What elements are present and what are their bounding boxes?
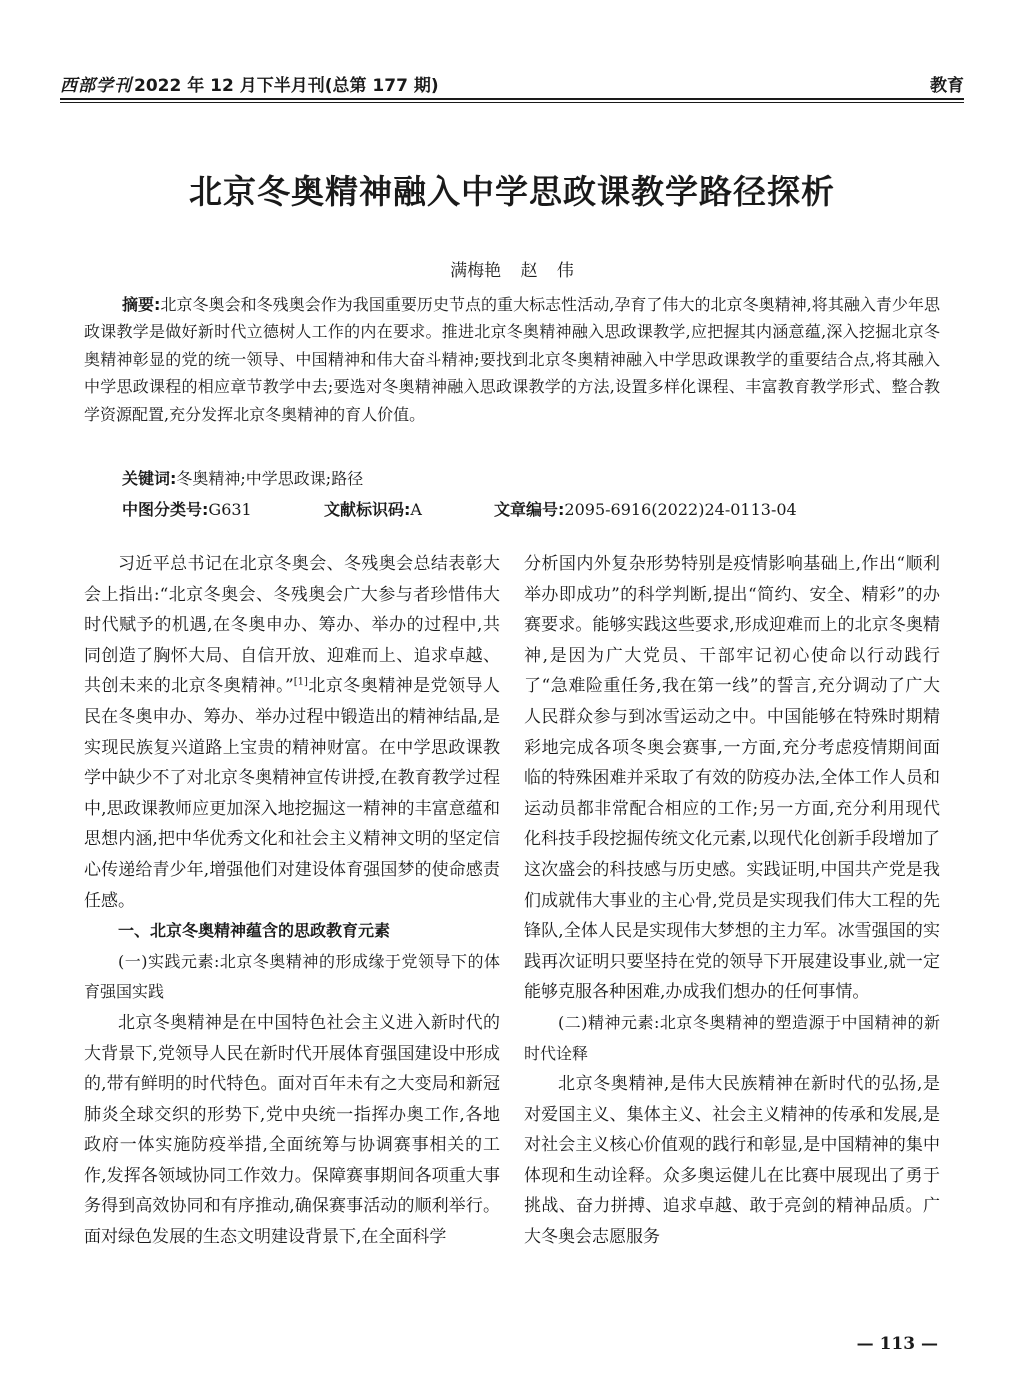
document-code: 文献标识码:A [324,500,422,519]
keywords-label: 关键词: [122,469,177,488]
keywords-text: 冬奥精神;中学思政课;路径 [176,469,364,488]
abstract-text: 北京冬奥会和冬残奥会作为我国重要历史节点的重大标志性活动,孕育了伟大的北京冬奥精神,将其融入青少年思政课教学是做好新时代立德树人工作的内在要求。推进北京冬奥精神融入思政课教学,应把握其内涵意蕴,深入挖掘北京冬奥精神彰显的党的统一领导、中国精神和伟大奋斗精神;要找到北京冬奥精神融入中学思政课教学的重要结合点,将其融入中学思政课程的相应章节教学中去;要选对冬奥精神融入思政课教学的方法,设置多样化课程、丰富教育教学形式、整合教学资源配置,充分发挥北京冬奥精神的育人价值。 [84,295,940,424]
header-rule [60,98,964,100]
subsection-heading-2: (二)精神元素:北京冬奥精神的塑造源于中国精神的新时代诠释 [524,1012,940,1063]
citation-ref: [1] [293,676,308,688]
abstract [84,291,940,428]
journal-issue [60,71,439,96]
right-column [524,549,940,1253]
keywords [122,466,363,489]
section-heading-1: 一、北京冬奥精神蕴含的思政教育元素 [118,921,391,941]
body-paragraph: 北京冬奥精神,是伟大民族精神在新时代的弘扬,是对爱国主义、集体主义、社会主义精神的传承和发展,是对社会主义核心价值观的践行和彰显,是中国精神的集中体现和生动诠释。众多奥运健儿在比赛中展现出了勇于挑战、奋力拼搏、追求卓越、敢于亮剑的精神品质。广大冬奥会志愿服务 [524,1074,940,1248]
intro-paragraph: 习近平总书记在北京冬奥会、冬残奥会总结表彰大会上指出:“北京冬奥会、冬残奥会广大参与者珍惜伟大时代赋予的机遇,在冬奥申办、筹办、举办的过程中,共同创造了胸怀大局、自信开放、迎难而上、追求卓越、共创未来的北京冬奥精神。”[1]北京冬奥精神是党领导人民在冬奥申办、筹办、举办过程中锻造出的精神结晶,是实现民族复兴道路上宝贵的精神财富。在中学思政课教学中缺少不了对北京冬奥精神宣传讲授,在教育教学过程中,思政课教师应更加深入地挖掘这一精神的丰富意蕴和思想内涵,把中华优秀文化和社会主义精神文明的坚定信心传递给青少年,增强他们对建设体育强国梦的使命感责任感。 [84,554,500,911]
article-title: 北京冬奥精神融入中学思政课教学路径探析 [189,172,835,211]
page-number: — 113 — [856,1334,938,1354]
subsection-heading-1: (一)实践元素:北京冬奥精神的形成缘于党领导下的体育强国实践 [84,951,500,1002]
journal-brand: 西部学刊 [60,76,132,96]
section-name: 教育 [930,76,964,96]
body-paragraph: 分析国内外复杂形势特别是疫情影响基础上,作出“顺利举办即成功”的科学判断,提出“简约、安全、精彩”的办赛要求。能够实践这些要求,形成迎难而上的北京冬奥精神,是因为广大党员、干部牢记初心使命以行动践行了“急难险重任务,我在第一线”的誓言,充分调动了广大人民群众参与到冰雪运动之中。中国能够在特殊时期精彩地完成各项冬奥会赛事,一方面,充分考虑疫情期间面临的特殊困难并采取了有效的防疫办法,全体工作人员和运动员都非常配合相应的工作;另一方面,充分利用现代化科技手段挖掘传统文化元素,以现代化创新手段增加了这次盛会的科技感与历史感。实践证明,中国共产党是我们成就伟大事业的主心骨,党员是实现我们伟大工程的先锋队,全体人民是实现伟大梦想的主力军。冰雪强国的实践再次证明只要坚持在党的领导下开展建设事业,就一定能够克服各种困难,办成我们想办的任何事情。 [524,554,940,1003]
header-rule-thin [60,102,964,103]
running-header [60,66,964,96]
body-paragraph: 北京冬奥精神是在中国特色社会主义进入新时代的大背景下,党领导人民在新时代开展体育强国建设中形成的,带有鲜明的时代特色。面对百年未有之大变局和新冠肺炎全球交织的形势下,党中央统一指挥办奥工作,各地政府一体实施防疫举措,全面统筹与协调赛事相关的工作,发挥各领域协同工作效力。保障赛事期间各项重大事务得到高效协同和有序推动,确保赛事活动的顺利举行。面对绿色发展的生态文明建设背景下,在全面科学 [84,1012,500,1248]
abstract-label: 摘要: [122,295,161,314]
authors: 满梅艳 赵 伟 [450,261,574,281]
left-column [84,549,500,1253]
issue-info: 2022 年 12 月下半月刊(总第 177 期) [134,76,439,96]
article-number: 文章编号:2095-6916(2022)24-0113-04 [494,500,797,519]
clc-number: 中图分类号:G631 [122,500,252,519]
